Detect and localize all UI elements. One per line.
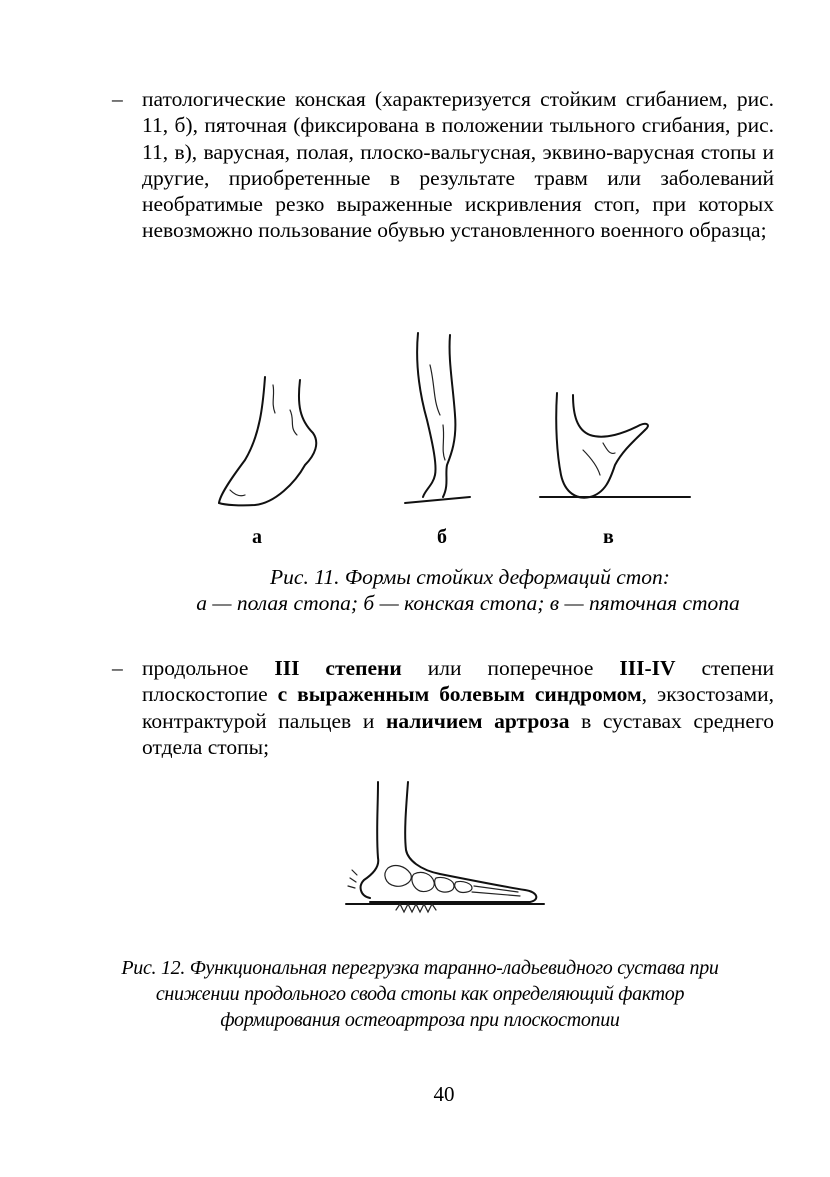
figure-11-caption-line2: а — полая стопа; б — конская стопа; в — пяточная стопа bbox=[196, 591, 740, 615]
page-number: 40 bbox=[433, 1082, 455, 1106]
list-dash: – bbox=[112, 656, 123, 680]
equine-foot-drawing bbox=[405, 333, 470, 503]
figure-11-drawings bbox=[205, 325, 675, 515]
text-run: , экзостозами, контрактурой пальцев и bbox=[142, 682, 774, 733]
text-run: продольное bbox=[142, 656, 275, 680]
bold-run: III-IV bbox=[619, 656, 676, 680]
bold-run: наличием артроза bbox=[385, 708, 570, 733]
hollow-foot-drawing bbox=[219, 377, 316, 505]
bold-run: с выраженным болевым синдромом bbox=[277, 682, 642, 707]
figure-label-b: б bbox=[437, 526, 447, 548]
figure-label-v: в bbox=[603, 526, 614, 548]
list-item-flatfoot bbox=[112, 655, 774, 760]
figure-11-caption-line1: Рис. 11. Формы стойких деформаций стоп: bbox=[270, 565, 670, 589]
figure-label-a: а bbox=[252, 526, 262, 548]
figure-11-caption bbox=[0, 564, 830, 616]
list-item-text: патологические конская (характеризуется стойким сгибанием, рис. 11, б), пяточная (фиксирована в положении тыльного сгибания, рис. 11, в), варусная, полая, плоско-вальгусная, эквино-варусная стопы и другие, приобретенные в результате травм или заболеваний необратимые резко выраженные искривления стоп, при которых невозможно пользование обувью установленного военного образца; bbox=[142, 87, 774, 243]
list-item-pathological-feet bbox=[112, 86, 774, 244]
figure-12-caption: Рис. 12. Функциональная перегрузка таранно-ладьевидного сустава при снижении продольного свода стопы как определяющий фактор формирования остеоартроза при плоскостопии bbox=[121, 957, 719, 1031]
text-run: степени плоскостопие bbox=[142, 656, 775, 707]
list-dash: – bbox=[112, 87, 123, 111]
bold-run: III степени bbox=[274, 656, 402, 680]
text-run: в суставах среднего отдела стопы; bbox=[142, 708, 774, 759]
calcaneal-foot-drawing bbox=[540, 393, 690, 498]
figure-12-flatfoot-drawing bbox=[340, 778, 550, 928]
text-run: или поперечное bbox=[401, 656, 620, 680]
list-item-text bbox=[142, 655, 774, 760]
